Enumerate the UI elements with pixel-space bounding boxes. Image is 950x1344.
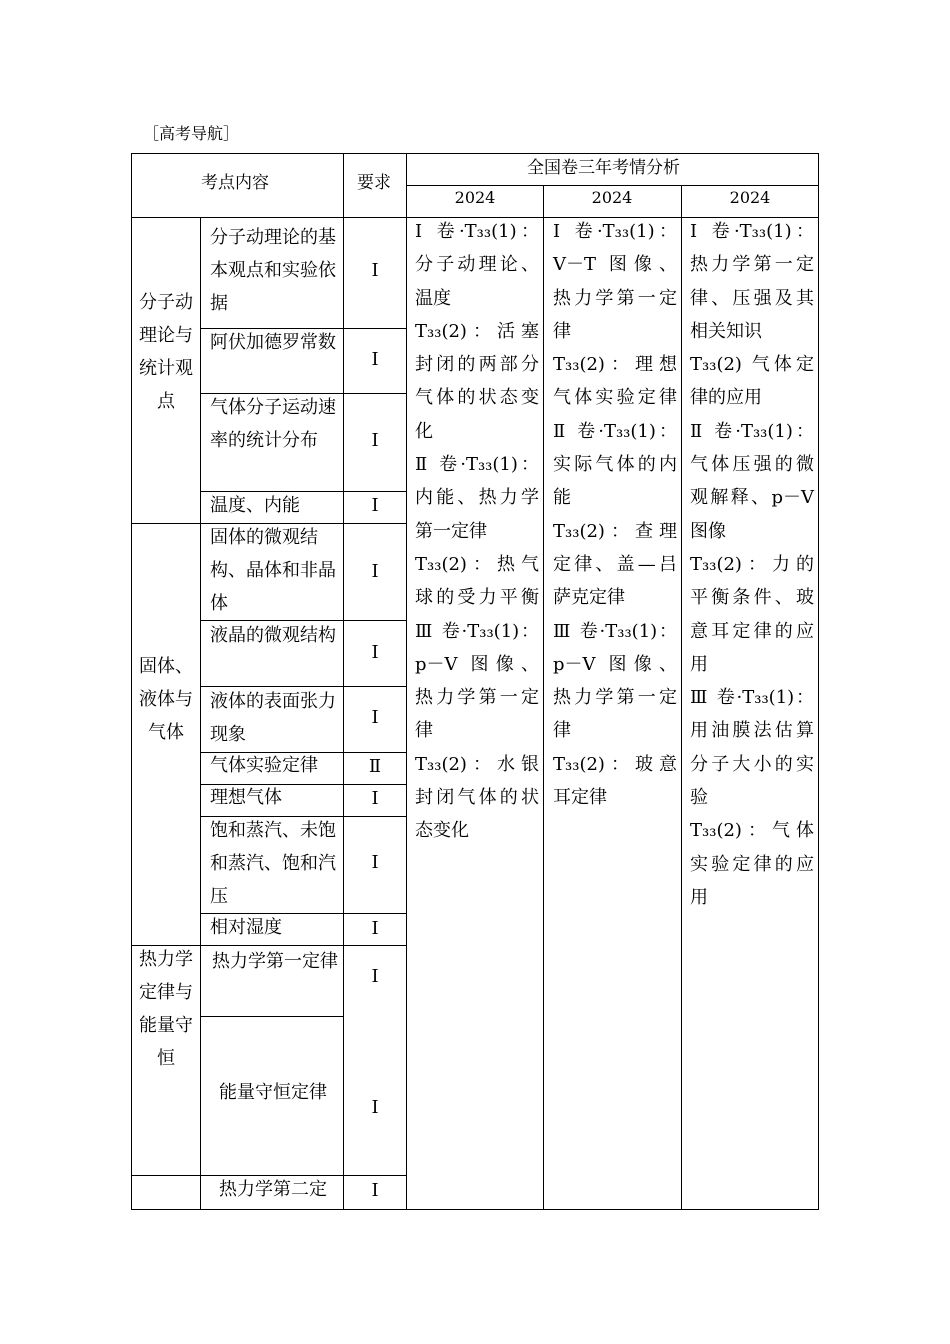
analysis-line: 耳定律: [553, 787, 607, 809]
analysis-line: 定律、盖—吕: [553, 553, 677, 575]
analysis-line: Ⅱ 卷·T₃₃(1)：: [415, 454, 539, 476]
analysis-line: 图像: [690, 520, 726, 542]
analysis-line: 用油膜法估算: [690, 720, 814, 742]
analysis-line: 封闭的两部分: [415, 354, 539, 376]
analysis-line: 封闭气体的状: [415, 787, 539, 809]
analysis-line: Ⅱ 卷·T₃₃(1)：: [553, 420, 677, 442]
topic-12: 热力学第一定律: [212, 951, 338, 972]
analysis-line: 律的应用: [690, 387, 762, 409]
analysis-line: T₃₃(2) 气体定: [690, 354, 814, 376]
analysis-line: 化: [415, 420, 433, 442]
analysis-line: T₃₃(2)：玻意: [553, 753, 677, 775]
topic-7: 液体的表面张力现象: [210, 691, 336, 745]
level-1: Ⅰ: [371, 260, 379, 281]
level-3: Ⅰ: [371, 430, 379, 451]
analysis-line: Ⅲ 卷·T₃₃(1)：: [415, 620, 539, 642]
topic-8: 气体实验定律: [210, 755, 318, 776]
level-9: Ⅰ: [371, 788, 379, 809]
analysis-column-2: [553, 215, 677, 814]
analysis-line: 实验定律的应: [690, 853, 814, 875]
analysis-line: 分子大小的实: [690, 753, 814, 775]
category-solid-liquid-gas: 固体、液体与气体: [139, 656, 193, 743]
analysis-line: 球的受力平衡: [415, 587, 539, 609]
level-13: Ⅰ: [371, 1097, 379, 1118]
analysis-line: 气体压强的微: [690, 454, 814, 476]
analysis-line: Ⅱ 卷·T₃₃(1)：: [690, 420, 814, 442]
analysis-line: 验: [690, 787, 708, 809]
header-year-1: 2024: [454, 188, 496, 207]
category-molecular: 分子动理论与统计观点: [139, 292, 193, 412]
topic-2: 阿伏加德罗常数: [210, 332, 336, 353]
analysis-line: 热力学第一定: [415, 687, 539, 709]
header-content: 考点内容: [201, 173, 269, 193]
analysis-line: 律: [553, 720, 571, 742]
topic-5: 固体的微观结构、晶体和非晶体: [210, 527, 336, 614]
topic-10: 饱和蒸汽、未饱和蒸汽、饱和汽压: [210, 820, 336, 907]
level-4: Ⅰ: [371, 495, 379, 516]
topic-1: 分子动理论的基本观点和实验依据: [210, 227, 336, 314]
topic-13: 能量守恒定律: [219, 1082, 327, 1103]
analysis-column-3: [690, 215, 814, 914]
analysis-column-1: [415, 215, 539, 848]
analysis-line: 能: [553, 487, 571, 509]
analysis-line: T₃₃(2)：理想: [553, 354, 677, 376]
analysis-line: 意耳定律的应: [690, 620, 814, 642]
level-10: Ⅰ: [371, 852, 379, 873]
analysis-line: 律、压强及其: [690, 287, 814, 309]
header-analysis: 全国卷三年考情分析: [527, 158, 680, 178]
analysis-line: 内能、热力学: [415, 487, 539, 509]
analysis-line: T₃₃(2)：活塞: [415, 320, 539, 342]
level-7: Ⅰ: [371, 707, 379, 728]
analysis-line: T₃₃(2)：力的: [690, 553, 814, 575]
analysis-line: V－T 图像、: [553, 254, 677, 276]
level-6: Ⅰ: [371, 642, 379, 663]
analysis-line: 相关知识: [690, 320, 762, 342]
level-11: Ⅰ: [371, 918, 379, 939]
analysis-line: 萨克定律: [553, 587, 625, 609]
analysis-line: p－V 图像、: [415, 653, 539, 675]
analysis-line: Ⅰ 卷·T₃₃(1)：: [690, 221, 814, 242]
category-thermodynamics: 热力学定律与能量守恒: [139, 949, 193, 1069]
analysis-line: p－V 图像、: [553, 653, 677, 675]
level-12: Ⅰ: [371, 966, 379, 987]
analysis-line: 分子动理论、: [415, 254, 539, 276]
analysis-line: T₃₃(2)：气体: [690, 820, 814, 842]
analysis-line: 热力学第一定: [553, 687, 677, 709]
analysis-line: Ⅲ 卷·T₃₃(1)：: [553, 620, 677, 642]
topic-9: 理想气体: [210, 787, 282, 808]
topic-11: 相对湿度: [210, 917, 282, 938]
analysis-line: 用: [690, 886, 708, 908]
nav-label: ［高考导航］: [143, 124, 240, 143]
analysis-line: T₃₃(2)：热气: [415, 553, 539, 575]
header-year-2: 2024: [591, 188, 633, 207]
header-requirement: 要求: [357, 173, 391, 193]
topic-3: 气体分子运动速率的统计分布: [210, 397, 336, 451]
analysis-line: 热力学第一定: [690, 254, 814, 276]
level-8: Ⅱ: [368, 756, 382, 777]
analysis-line: Ⅰ 卷·T₃₃(1)：: [415, 221, 539, 242]
analysis-line: 温度: [415, 287, 451, 309]
analysis-line: T₃₃(2)：水银: [415, 753, 539, 775]
analysis-line: Ⅰ 卷·T₃₃(1)：: [553, 221, 677, 242]
analysis-line: 律: [553, 320, 571, 342]
level-5: Ⅰ: [371, 561, 379, 582]
analysis-line: 实际气体的内: [553, 454, 677, 476]
analysis-line: 气体的状态变: [415, 387, 539, 409]
level-14: Ⅰ: [371, 1180, 379, 1201]
level-2: Ⅰ: [371, 349, 379, 370]
topic-6: 液晶的微观结构: [210, 625, 336, 646]
analysis-line: 律: [415, 720, 433, 742]
topic-4: 温度、内能: [210, 495, 300, 516]
topic-14: 热力学第二定: [219, 1179, 327, 1200]
analysis-line: 平衡条件、玻: [690, 587, 814, 609]
header-year-3: 2024: [729, 188, 771, 207]
analysis-line: 观解释、p－V: [690, 487, 814, 509]
analysis-line: 用: [690, 653, 708, 675]
analysis-line: 气体实验定律: [553, 387, 677, 409]
analysis-line: 第一定律: [415, 520, 487, 542]
analysis-line: 态变化: [415, 820, 469, 842]
analysis-line: 热力学第一定: [553, 287, 677, 309]
analysis-line: T₃₃(2)：查理: [553, 520, 677, 542]
analysis-line: Ⅲ 卷·T₃₃(1)：: [690, 687, 814, 709]
